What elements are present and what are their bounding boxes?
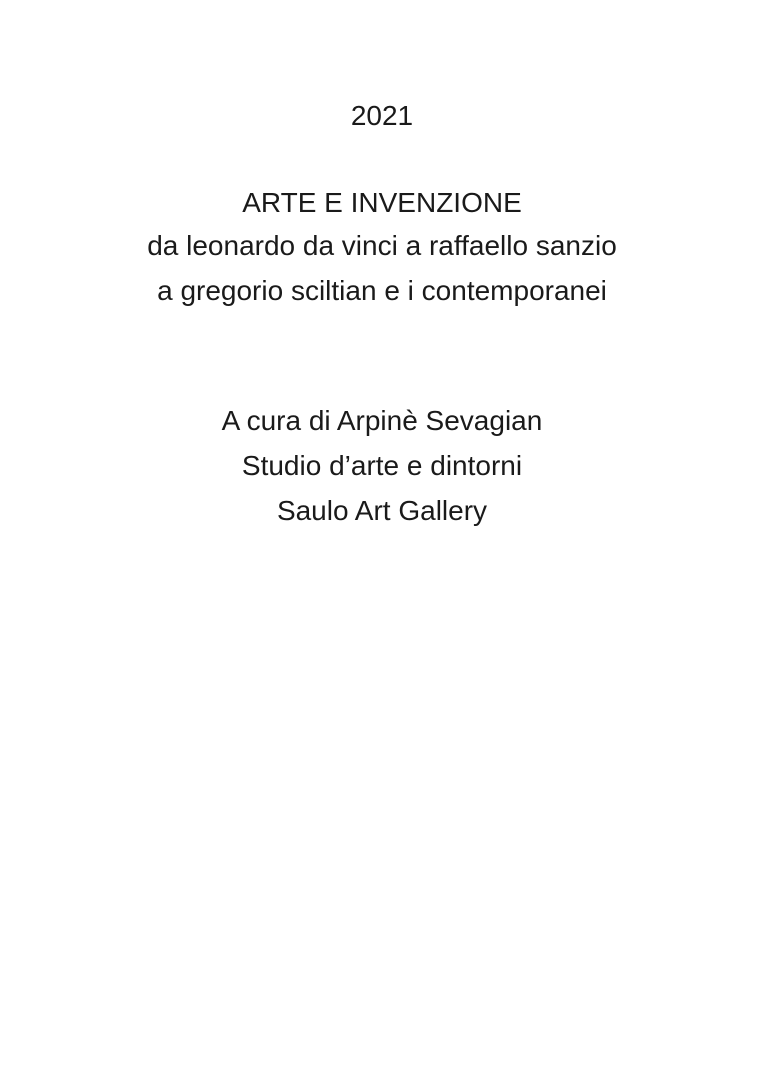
exhibition-title: ARTE E INVENZIONE xyxy=(242,187,522,218)
organizer-credit: Studio d’arte e dintorni xyxy=(241,450,523,481)
curator-credit: A cura di Arpinè Sevagian xyxy=(221,405,543,436)
exhibition-subtitle-line-2: a gregorio sciltian e i contemporanei xyxy=(157,275,607,306)
venue-credit: Saulo Art Gallery xyxy=(276,495,488,526)
exhibition-subtitle-line-1: da leonardo da vinci a raffaello sanzio xyxy=(147,230,617,261)
year-heading: 2021 xyxy=(350,100,414,131)
